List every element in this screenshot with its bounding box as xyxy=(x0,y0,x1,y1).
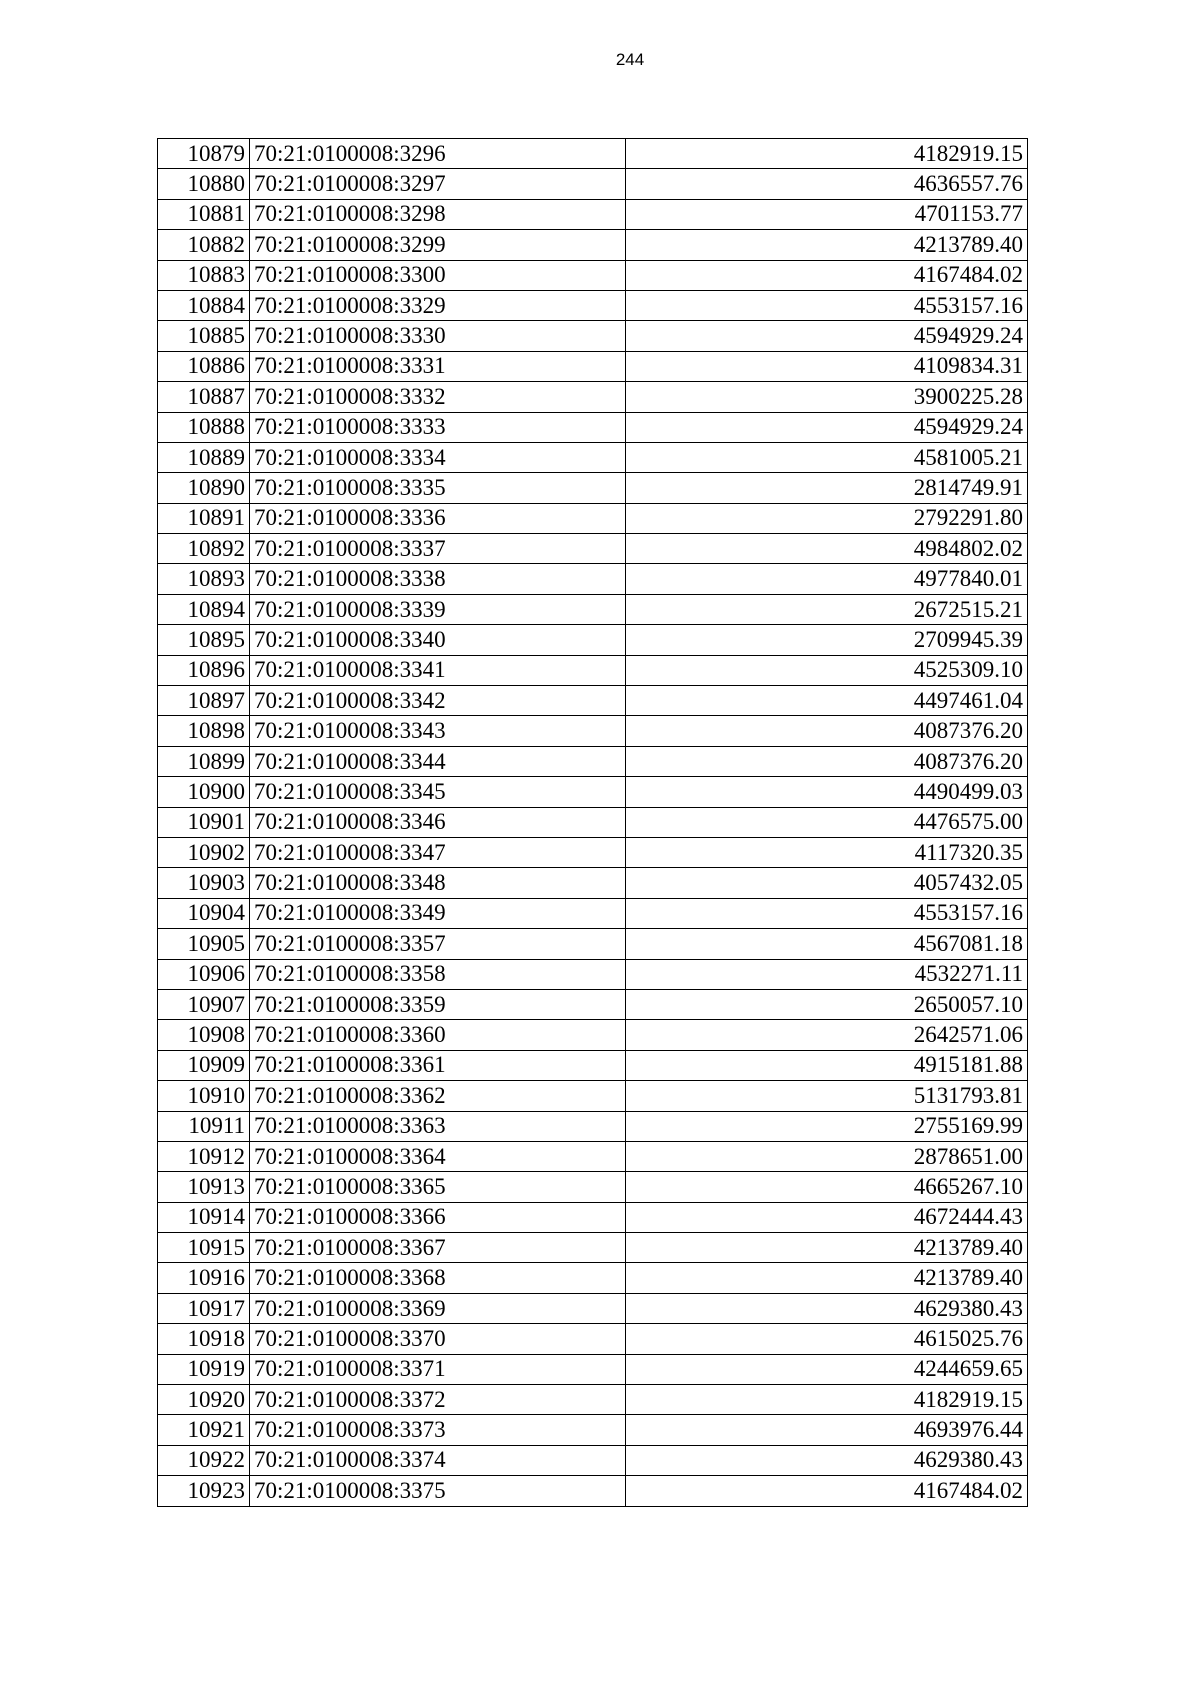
cadastral-value-cell: 4693976.44 xyxy=(626,1415,1028,1445)
cadastral-number-cell: 70:21:0100008:3357 xyxy=(250,929,626,959)
table-row xyxy=(158,351,1028,381)
cadastral-value-cell: 4213789.40 xyxy=(626,1263,1028,1293)
cadastral-value-cell: 4213789.40 xyxy=(626,230,1028,260)
cadastral-number-cell: 70:21:0100008:3333 xyxy=(250,412,626,442)
cadastral-value-cell: 2878651.00 xyxy=(626,1141,1028,1171)
cadastral-value-cell: 4636557.76 xyxy=(626,169,1028,199)
row-number-cell: 10918 xyxy=(158,1324,250,1354)
cadastral-number-cell: 70:21:0100008:3370 xyxy=(250,1324,626,1354)
cadastral-value-cell: 4057432.05 xyxy=(626,868,1028,898)
cadastral-value-cell: 4629380.43 xyxy=(626,1293,1028,1323)
cadastral-number-cell: 70:21:0100008:3298 xyxy=(250,199,626,229)
cadastral-number-cell: 70:21:0100008:3332 xyxy=(250,382,626,412)
cadastral-number-cell: 70:21:0100008:3335 xyxy=(250,473,626,503)
table-row xyxy=(158,837,1028,867)
row-number-cell: 10914 xyxy=(158,1202,250,1232)
row-number-cell: 10891 xyxy=(158,503,250,533)
table-row xyxy=(158,1354,1028,1384)
cadastral-value-cell: 4532271.11 xyxy=(626,959,1028,989)
cadastral-number-cell: 70:21:0100008:3347 xyxy=(250,837,626,867)
row-number-cell: 10902 xyxy=(158,837,250,867)
table-row xyxy=(158,473,1028,503)
table-row xyxy=(158,625,1028,655)
table-row xyxy=(158,1141,1028,1171)
row-number-cell: 10889 xyxy=(158,442,250,472)
table-row xyxy=(158,412,1028,442)
table-row xyxy=(158,716,1028,746)
cadastral-number-cell: 70:21:0100008:3348 xyxy=(250,868,626,898)
cadastral-number-cell: 70:21:0100008:3369 xyxy=(250,1293,626,1323)
row-number-cell: 10913 xyxy=(158,1172,250,1202)
cadastral-number-cell: 70:21:0100008:3330 xyxy=(250,321,626,351)
table-row xyxy=(158,777,1028,807)
cadastral-value-cell: 2709945.39 xyxy=(626,625,1028,655)
table-row xyxy=(158,1202,1028,1232)
cadastral-number-cell: 70:21:0100008:3339 xyxy=(250,594,626,624)
row-number-cell: 10907 xyxy=(158,989,250,1019)
cadastral-number-cell: 70:21:0100008:3342 xyxy=(250,686,626,716)
table-row xyxy=(158,1172,1028,1202)
cadastral-value-cell: 4244659.65 xyxy=(626,1354,1028,1384)
cadastral-value-cell: 4553157.16 xyxy=(626,290,1028,320)
cadastral-number-cell: 70:21:0100008:3297 xyxy=(250,169,626,199)
cadastral-value-cell: 4701153.77 xyxy=(626,199,1028,229)
cadastral-value-cell: 4182919.15 xyxy=(626,139,1028,169)
row-number-cell: 10901 xyxy=(158,807,250,837)
cadastral-value-cell: 4984802.02 xyxy=(626,534,1028,564)
cadastral-value-cell: 4553157.16 xyxy=(626,898,1028,928)
cadastral-value-cell: 5131793.81 xyxy=(626,1081,1028,1111)
page-number: 244 xyxy=(615,50,645,69)
cadastral-number-cell: 70:21:0100008:3340 xyxy=(250,625,626,655)
row-number-cell: 10879 xyxy=(158,139,250,169)
table-row xyxy=(158,1263,1028,1293)
cadastral-value-cell: 4476575.00 xyxy=(626,807,1028,837)
cadastral-value-cell: 2672515.21 xyxy=(626,594,1028,624)
row-number-cell: 10886 xyxy=(158,351,250,381)
row-number-cell: 10885 xyxy=(158,321,250,351)
row-number-cell: 10888 xyxy=(158,412,250,442)
cadastral-number-cell: 70:21:0100008:3338 xyxy=(250,564,626,594)
row-number-cell: 10917 xyxy=(158,1293,250,1323)
row-number-cell: 10887 xyxy=(158,382,250,412)
row-number-cell: 10894 xyxy=(158,594,250,624)
cadastral-value-cell: 4665267.10 xyxy=(626,1172,1028,1202)
row-number-cell: 10893 xyxy=(158,564,250,594)
row-number-cell: 10904 xyxy=(158,898,250,928)
cadastral-number-cell: 70:21:0100008:3366 xyxy=(250,1202,626,1232)
row-number-cell: 10899 xyxy=(158,746,250,776)
cadastral-value-cell: 4525309.10 xyxy=(626,655,1028,685)
table-row xyxy=(158,1385,1028,1415)
row-number-cell: 10912 xyxy=(158,1141,250,1171)
cadastral-value-cell: 4567081.18 xyxy=(626,929,1028,959)
cadastral-value-cell: 4167484.02 xyxy=(626,1476,1028,1506)
cadastral-number-cell: 70:21:0100008:3358 xyxy=(250,959,626,989)
row-number-cell: 10881 xyxy=(158,199,250,229)
cadastral-value-cell: 4594929.24 xyxy=(626,412,1028,442)
table-row xyxy=(158,321,1028,351)
table-row xyxy=(158,199,1028,229)
row-number-cell: 10911 xyxy=(158,1111,250,1141)
table-row xyxy=(158,1050,1028,1080)
cadastral-value-cell: 3900225.28 xyxy=(626,382,1028,412)
table-row xyxy=(158,290,1028,320)
cadastral-number-cell: 70:21:0100008:3365 xyxy=(250,1172,626,1202)
table-row xyxy=(158,534,1028,564)
cadastral-number-cell: 70:21:0100008:3371 xyxy=(250,1354,626,1384)
table-row xyxy=(158,230,1028,260)
row-number-cell: 10909 xyxy=(158,1050,250,1080)
table-row xyxy=(158,1415,1028,1445)
cadastral-value-cell: 4213789.40 xyxy=(626,1233,1028,1263)
cadastral-number-cell: 70:21:0100008:3367 xyxy=(250,1233,626,1263)
table-row xyxy=(158,898,1028,928)
cadastral-value-cell: 2650057.10 xyxy=(626,989,1028,1019)
row-number-cell: 10900 xyxy=(158,777,250,807)
table-row xyxy=(158,260,1028,290)
cadastral-value-cell: 4117320.35 xyxy=(626,837,1028,867)
cadastral-number-cell: 70:21:0100008:3343 xyxy=(250,716,626,746)
cadastral-number-cell: 70:21:0100008:3296 xyxy=(250,139,626,169)
row-number-cell: 10922 xyxy=(158,1445,250,1475)
cadastral-number-cell: 70:21:0100008:3374 xyxy=(250,1445,626,1475)
cadastral-value-cell: 4594929.24 xyxy=(626,321,1028,351)
table-row xyxy=(158,1111,1028,1141)
cadastral-number-cell: 70:21:0100008:3372 xyxy=(250,1385,626,1415)
cadastral-value-cell: 4629380.43 xyxy=(626,1445,1028,1475)
cadastral-number-cell: 70:21:0100008:3360 xyxy=(250,1020,626,1050)
table-row xyxy=(158,1476,1028,1506)
cadastral-number-cell: 70:21:0100008:3349 xyxy=(250,898,626,928)
table-row xyxy=(158,594,1028,624)
table-row xyxy=(158,746,1028,776)
table-body xyxy=(158,139,1028,1507)
row-number-cell: 10884 xyxy=(158,290,250,320)
cadastral-number-cell: 70:21:0100008:3359 xyxy=(250,989,626,1019)
table-row xyxy=(158,564,1028,594)
cadastral-number-cell: 70:21:0100008:3373 xyxy=(250,1415,626,1445)
cadastral-value-cell: 4977840.01 xyxy=(626,564,1028,594)
row-number-cell: 10915 xyxy=(158,1233,250,1263)
row-number-cell: 10905 xyxy=(158,929,250,959)
cadastral-value-cell: 2792291.80 xyxy=(626,503,1028,533)
cadastral-value-cell: 4167484.02 xyxy=(626,260,1028,290)
table-row xyxy=(158,503,1028,533)
cadastral-number-cell: 70:21:0100008:3364 xyxy=(250,1141,626,1171)
table-row xyxy=(158,686,1028,716)
table-row xyxy=(158,989,1028,1019)
table-row xyxy=(158,1445,1028,1475)
table-row xyxy=(158,139,1028,169)
cadastral-value-cell: 2814749.91 xyxy=(626,473,1028,503)
row-number-cell: 10910 xyxy=(158,1081,250,1111)
table-row xyxy=(158,807,1028,837)
table-row xyxy=(158,1081,1028,1111)
row-number-cell: 10898 xyxy=(158,716,250,746)
cadastral-number-cell: 70:21:0100008:3362 xyxy=(250,1081,626,1111)
cadastral-number-cell: 70:21:0100008:3368 xyxy=(250,1263,626,1293)
table-row xyxy=(158,655,1028,685)
row-number-cell: 10880 xyxy=(158,169,250,199)
cadastral-number-cell: 70:21:0100008:3300 xyxy=(250,260,626,290)
table-row xyxy=(158,382,1028,412)
cadastral-value-cell: 4915181.88 xyxy=(626,1050,1028,1080)
cadastral-value-cell: 2642571.06 xyxy=(626,1020,1028,1050)
row-number-cell: 10897 xyxy=(158,686,250,716)
cadastral-number-cell: 70:21:0100008:3344 xyxy=(250,746,626,776)
table-row xyxy=(158,1293,1028,1323)
row-number-cell: 10883 xyxy=(158,260,250,290)
table-row xyxy=(158,1020,1028,1050)
table-row xyxy=(158,442,1028,472)
row-number-cell: 10908 xyxy=(158,1020,250,1050)
cadastral-value-table xyxy=(157,138,1028,1507)
table-row xyxy=(158,169,1028,199)
cadastral-value-cell: 4109834.31 xyxy=(626,351,1028,381)
table-row xyxy=(158,1324,1028,1354)
row-number-cell: 10923 xyxy=(158,1476,250,1506)
row-number-cell: 10903 xyxy=(158,868,250,898)
cadastral-number-cell: 70:21:0100008:3337 xyxy=(250,534,626,564)
cadastral-number-cell: 70:21:0100008:3336 xyxy=(250,503,626,533)
cadastral-value-cell: 4615025.76 xyxy=(626,1324,1028,1354)
row-number-cell: 10920 xyxy=(158,1385,250,1415)
cadastral-number-cell: 70:21:0100008:3363 xyxy=(250,1111,626,1141)
row-number-cell: 10892 xyxy=(158,534,250,564)
cadastral-value-cell: 4581005.21 xyxy=(626,442,1028,472)
table-row xyxy=(158,1233,1028,1263)
row-number-cell: 10906 xyxy=(158,959,250,989)
cadastral-number-cell: 70:21:0100008:3334 xyxy=(250,442,626,472)
cadastral-number-cell: 70:21:0100008:3341 xyxy=(250,655,626,685)
cadastral-number-cell: 70:21:0100008:3299 xyxy=(250,230,626,260)
cadastral-value-cell: 2755169.99 xyxy=(626,1111,1028,1141)
row-number-cell: 10921 xyxy=(158,1415,250,1445)
row-number-cell: 10919 xyxy=(158,1354,250,1384)
cadastral-value-cell: 4497461.04 xyxy=(626,686,1028,716)
table-row xyxy=(158,959,1028,989)
row-number-cell: 10896 xyxy=(158,655,250,685)
cadastral-value-cell: 4087376.20 xyxy=(626,716,1028,746)
cadastral-number-cell: 70:21:0100008:3346 xyxy=(250,807,626,837)
row-number-cell: 10916 xyxy=(158,1263,250,1293)
cadastral-value-cell: 4087376.20 xyxy=(626,746,1028,776)
table-row xyxy=(158,868,1028,898)
table-row xyxy=(158,929,1028,959)
cadastral-number-cell: 70:21:0100008:3331 xyxy=(250,351,626,381)
cadastral-value-cell: 4182919.15 xyxy=(626,1385,1028,1415)
cadastral-value-cell: 4672444.43 xyxy=(626,1202,1028,1232)
row-number-cell: 10890 xyxy=(158,473,250,503)
cadastral-value-cell: 4490499.03 xyxy=(626,777,1028,807)
cadastral-number-cell: 70:21:0100008:3329 xyxy=(250,290,626,320)
cadastral-number-cell: 70:21:0100008:3375 xyxy=(250,1476,626,1506)
cadastral-number-cell: 70:21:0100008:3345 xyxy=(250,777,626,807)
row-number-cell: 10895 xyxy=(158,625,250,655)
cadastral-number-cell: 70:21:0100008:3361 xyxy=(250,1050,626,1080)
row-number-cell: 10882 xyxy=(158,230,250,260)
